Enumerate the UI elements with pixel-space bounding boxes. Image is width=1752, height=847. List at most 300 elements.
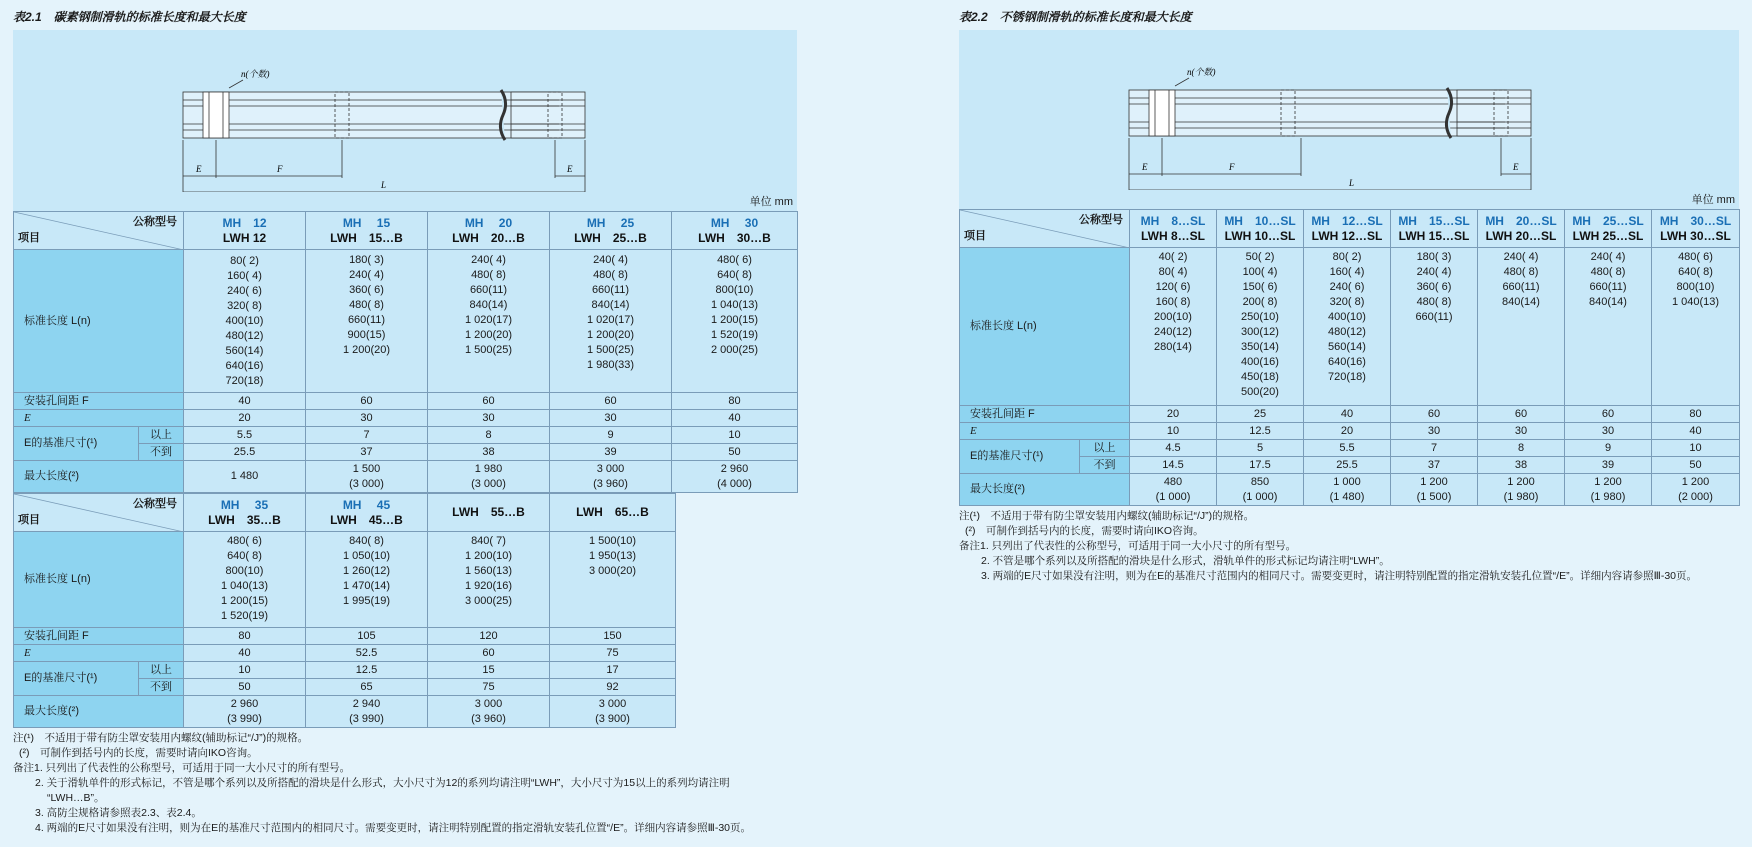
value-line: 840( 8): [349, 535, 384, 547]
value-line: 360( 6): [349, 284, 384, 296]
rail-drawing: [13, 30, 797, 192]
row-label-E-ref: E的基准尺寸(¹): [14, 427, 139, 461]
below-cell: 37: [1391, 457, 1478, 474]
value-line: 840(14): [591, 299, 630, 311]
dim-F: F: [277, 164, 283, 174]
value-line: 1 200(15): [710, 314, 759, 326]
F-cell: 120: [428, 628, 550, 645]
above-cell: 10: [184, 662, 306, 679]
above-cell: 10: [1652, 440, 1740, 457]
std-length-cell: [1217, 248, 1304, 406]
value-line: 480(12): [225, 329, 264, 342]
value-line: (1 980): [1503, 490, 1539, 503]
value-line: 1 200: [1681, 475, 1710, 488]
below-cell: 38: [1478, 457, 1565, 474]
value-line: 640( 8): [1678, 266, 1713, 278]
row-label-E: E: [960, 423, 1130, 440]
value-line: 640( 8): [717, 269, 752, 281]
value-line: 720(18): [225, 374, 264, 387]
value-line: 1 200(10): [464, 550, 513, 562]
model-col: MH 30 LWH 30…B: [672, 212, 798, 250]
above-cell: 5.5: [184, 427, 306, 444]
left-panel: [13, 0, 797, 836]
model-col: MH 20…SL LWH 20…SL: [1478, 210, 1565, 248]
row-label-below: 不到: [139, 679, 184, 696]
below-cell: 14.5: [1130, 457, 1217, 474]
std-length-cell: [1130, 248, 1217, 406]
std-length-cell: [1565, 248, 1652, 406]
value-line: 240( 4): [593, 254, 628, 266]
row-label-std-length: 标准长度 L(n): [14, 250, 184, 393]
value-line: 1 520(19): [710, 329, 759, 341]
value-line: 120( 6): [1155, 281, 1191, 293]
above-cell: 9: [550, 427, 672, 444]
model-col: MH 30…SL LWH 30…SL: [1652, 210, 1740, 248]
std-length-cell: [428, 250, 550, 393]
F-cell: 60: [428, 393, 550, 410]
max-cell: [1652, 474, 1740, 506]
value-line: 1 020(17): [586, 314, 635, 326]
value-line: 160( 4): [1329, 266, 1365, 278]
row-label-max: 最大长度(²): [14, 696, 184, 728]
dim-E-left: E: [196, 164, 202, 174]
value-line: 1 995(19): [342, 595, 391, 607]
dim-L: L: [1349, 178, 1355, 188]
value-line: 3 000: [598, 697, 627, 710]
value-line: 1 920(16): [464, 580, 513, 592]
above-cell: 12.5: [306, 662, 428, 679]
value-line: 720(18): [1328, 371, 1366, 383]
note-line: 备注1. 只列出了代表性的公称型号，可适用于同一大小尺寸的所有型号。: [13, 762, 351, 774]
value-line: 1 500(25): [464, 344, 513, 356]
value-line: 1 200(20): [586, 329, 635, 341]
row-label-F: 安装孔间距 F: [960, 406, 1130, 423]
right-panel: [959, 0, 1739, 584]
max-cell: [550, 461, 672, 493]
F-cell: 80: [184, 628, 306, 645]
row-label-below: 不到: [139, 444, 184, 461]
unit-label: 单位 mm: [959, 190, 1739, 209]
value-line: 240( 4): [1416, 266, 1452, 278]
note-line: 备注1. 只列出了代表性的公称型号，可适用于同一大小尺寸的所有型号。: [959, 540, 1297, 552]
above-cell: 5.5: [1304, 440, 1391, 457]
value-line: 320( 8): [227, 299, 262, 312]
below-cell: 50: [672, 444, 798, 461]
above-cell: 7: [1391, 440, 1478, 457]
value-line: 1 500: [352, 462, 381, 475]
E-cell: 30: [428, 410, 550, 427]
n-count-label: n(个数): [241, 69, 270, 79]
value-line: 640(16): [1328, 356, 1366, 368]
std-length-cell: [1391, 248, 1478, 406]
value-line: 1 200(15): [220, 595, 269, 607]
value-line: 240( 6): [1329, 281, 1365, 293]
value-line: 640( 8): [227, 550, 262, 562]
n-count-label: n(个数): [1187, 67, 1216, 77]
value-line: 480( 8): [1590, 266, 1626, 278]
below-cell: 17.5: [1217, 457, 1304, 474]
header-corner: [960, 210, 1130, 248]
dim-E-right: E: [1513, 162, 1519, 172]
std-length-cell: [428, 532, 550, 628]
value-line: 1 200(20): [464, 329, 513, 341]
E-cell: 30: [1478, 423, 1565, 440]
value-line: (3 960): [593, 477, 628, 490]
std-length-cell: [184, 250, 306, 393]
max-cell: [306, 696, 428, 728]
value-line: (1 980): [1590, 490, 1626, 503]
value-line: 480( 6): [1678, 251, 1713, 263]
value-line: 1 950(13): [588, 550, 637, 562]
below-cell: 65: [306, 679, 428, 696]
value-line: 560(14): [1328, 341, 1366, 353]
value-line: (4 000): [717, 477, 752, 490]
F-cell: 40: [184, 393, 306, 410]
max-cell: [428, 696, 550, 728]
note-line: 2. 不管是哪个系列以及所搭配的滑块是什么形式，滑轨单件的形式标记均请注明“LWH”。: [981, 555, 1390, 567]
dim-L: L: [381, 180, 387, 190]
model-col: MH 45 LWH 45…B: [306, 494, 428, 532]
note-line: 2. 关于滑轨单件的形式标记，不管是哪个系列以及所搭配的滑块是什么形式，大小尺寸为12的系列均请注明“LWH”，大小尺寸为15以上的系列均请注明: [35, 777, 730, 789]
value-line: 900(15): [347, 329, 386, 341]
value-line: 160( 4): [227, 269, 262, 282]
model-col: MH 8…SL LWH 8…SL: [1130, 210, 1217, 248]
E-cell: 60: [428, 645, 550, 662]
value-line: 240( 4): [1503, 251, 1539, 263]
row-label-max: 最大长度(²): [14, 461, 184, 493]
table-2-2-title: 表2.2 不锈钢制滑轨的标准长度和最大长度: [959, 10, 1192, 24]
value-line: 1 980(33): [586, 359, 635, 371]
value-line: 1 200: [1594, 475, 1622, 488]
value-line: 400(10): [1328, 311, 1366, 323]
value-line: 480: [1163, 475, 1183, 488]
F-cell: 60: [1391, 406, 1478, 423]
F-cell: 80: [1652, 406, 1740, 423]
E-cell: 30: [1565, 423, 1652, 440]
below-cell: 50: [1652, 457, 1740, 474]
spec-table-1: [13, 211, 798, 493]
value-line: 480( 8): [471, 269, 506, 281]
value-line: 100( 4): [1242, 266, 1278, 278]
below-cell: 39: [550, 444, 672, 461]
value-line: 660(11): [591, 284, 630, 296]
max-cell: [1391, 474, 1478, 506]
value-line: 1 000: [1333, 475, 1361, 488]
std-length-cell: [306, 532, 428, 628]
value-line: 660(11): [1589, 281, 1627, 293]
below-cell: 25.5: [184, 444, 306, 461]
unit-label: 单位 mm: [13, 192, 797, 211]
below-cell: 92: [550, 679, 676, 696]
model-col: MH 25…SL LWH 25…SL: [1565, 210, 1652, 248]
above-cell: 17: [550, 662, 676, 679]
value-line: 180( 3): [1416, 251, 1452, 263]
value-line: (3 900): [595, 712, 630, 725]
note-line: 3. 两端的E尺寸如果没有注明，则为在E的基准尺寸范围内的相同尺寸。需要变更时，请注明特别配置的指定滑轨安装孔位置“/E”。详细内容请参照Ⅲ-30页。: [981, 570, 1698, 582]
row-label-above: 以上: [1080, 440, 1130, 457]
value-line: 840(14): [1589, 296, 1627, 308]
value-line: 480( 8): [1416, 296, 1452, 308]
row-label-above: 以上: [139, 427, 184, 444]
above-cell: 9: [1565, 440, 1652, 457]
max-cell: [184, 461, 306, 493]
value-line: 360( 6): [1416, 281, 1452, 293]
row-label-F: 安装孔间距 F: [14, 628, 184, 645]
above-cell: 5: [1217, 440, 1304, 457]
F-cell: 150: [550, 628, 676, 645]
max-cell: [1304, 474, 1391, 506]
value-line: (3 990): [227, 712, 262, 725]
item-label: 项目: [18, 232, 40, 244]
std-length-cell: [550, 532, 676, 628]
value-line: 800(10): [1676, 281, 1715, 293]
value-line: 1 200: [1420, 475, 1448, 488]
value-line: (1 500): [1416, 490, 1452, 503]
above-cell: 10: [672, 427, 798, 444]
std-length-cell: [1652, 248, 1740, 406]
note-line: “LWH…B”。: [47, 792, 105, 804]
value-line: 840(14): [469, 299, 508, 311]
value-line: 480( 8): [593, 269, 628, 281]
value-line: 660(11): [469, 284, 508, 296]
value-line: (1 000): [1155, 490, 1191, 503]
E-cell: 10: [1130, 423, 1217, 440]
F-cell: 105: [306, 628, 428, 645]
row-label-max: 最大长度(²): [960, 474, 1130, 506]
model-col: LWH 65…B: [550, 494, 676, 532]
row-label-F: 安装孔间距 F: [14, 393, 184, 410]
note-line: (²) 可制作到括号内的长度，需要时请向IKO咨询。: [19, 747, 258, 759]
note-line: 注(¹) 不适用于带有防尘罩安装用内螺纹(辅助标记“/J”)的规格。: [959, 510, 1255, 522]
value-line: 500(20): [1241, 386, 1279, 398]
value-line: 400(10): [225, 314, 264, 327]
value-line: 200(10): [1154, 311, 1192, 323]
above-cell: 7: [306, 427, 428, 444]
value-line: (1 480): [1329, 490, 1365, 503]
value-line: (3 960): [471, 712, 506, 725]
E-cell: 75: [550, 645, 676, 662]
model-col: MH 15…SL LWH 15…SL: [1391, 210, 1478, 248]
value-line: 800(10): [715, 284, 754, 296]
max-cell: [306, 461, 428, 493]
item-label: 项目: [18, 514, 40, 526]
value-line: 150( 6): [1242, 281, 1278, 293]
value-line: 660(11): [1415, 311, 1453, 323]
std-length-cell: [550, 250, 672, 393]
value-line: 240( 4): [471, 254, 506, 266]
value-line: 1 480: [230, 470, 259, 482]
value-line: 1 520(19): [220, 610, 269, 622]
value-line: (2 000): [1678, 490, 1713, 503]
F-cell: 80: [672, 393, 798, 410]
value-line: (3 000): [349, 477, 384, 490]
dim-F: F: [1229, 162, 1235, 172]
model-label: 公称型号: [133, 498, 177, 510]
value-line: 1 470(14): [342, 580, 391, 592]
above-cell: 8: [1478, 440, 1565, 457]
model-col: MH 25 LWH 25…B: [550, 212, 672, 250]
E-cell: 30: [550, 410, 672, 427]
value-line: 640(16): [225, 359, 264, 372]
value-line: 240( 4): [1590, 251, 1626, 263]
value-line: 320( 8): [1329, 296, 1365, 308]
value-line: 50( 2): [1245, 251, 1275, 263]
E-cell: 40: [184, 645, 306, 662]
value-line: 180( 3): [349, 254, 384, 266]
F-cell: 60: [1478, 406, 1565, 423]
value-line: 840(14): [1502, 296, 1540, 308]
value-line: 80( 2): [1332, 251, 1362, 263]
value-line: 240(12): [1154, 326, 1192, 338]
value-line: 660(11): [347, 314, 386, 326]
std-length-cell: [1478, 248, 1565, 406]
E-cell: 40: [1652, 423, 1740, 440]
rail-diagram: [13, 30, 797, 192]
E-cell: 30: [1391, 423, 1478, 440]
value-line: 1 040(13): [710, 299, 759, 311]
max-cell: [428, 461, 550, 493]
std-length-cell: [1304, 248, 1391, 406]
spec-table-3: [959, 209, 1740, 506]
value-line: 80( 2): [230, 254, 259, 267]
value-line: 2 960: [720, 462, 749, 475]
model-col: MH 10…SL LWH 10…SL: [1217, 210, 1304, 248]
max-cell: [672, 461, 798, 493]
E-cell: 12.5: [1217, 423, 1304, 440]
value-line: 80( 4): [1158, 266, 1188, 278]
E-cell: 20: [1304, 423, 1391, 440]
value-line: 350(14): [1241, 341, 1279, 353]
value-line: 3 000: [596, 462, 625, 475]
above-cell: 15: [428, 662, 550, 679]
max-cell: [1478, 474, 1565, 506]
F-cell: 60: [550, 393, 672, 410]
row-label-E-ref: E的基准尺寸(¹): [960, 440, 1080, 474]
value-line: 1 560(13): [464, 565, 513, 577]
value-line: 300(12): [1241, 326, 1279, 338]
value-line: 2 000(25): [710, 344, 759, 356]
note-line: (²) 可制作到括号内的长度，需要时请向IKO咨询。: [965, 525, 1204, 537]
value-line: 1 200(20): [342, 344, 391, 356]
row-label-std-length: 标准长度 L(n): [14, 532, 184, 628]
model-col: MH 12 LWH 12: [184, 212, 306, 250]
row-label-E: E: [14, 410, 184, 427]
max-cell: [1130, 474, 1217, 506]
value-line: (3 990): [349, 712, 384, 725]
value-line: 1 980: [474, 462, 503, 475]
value-line: 1 040(13): [1671, 296, 1720, 308]
value-line: 1 260(12): [342, 565, 391, 577]
table-2-1-title: 表2.1 碳素钢制滑轨的标准长度和最大长度: [13, 10, 246, 24]
rail-drawing: [959, 30, 1739, 190]
value-line: 2 960: [230, 697, 259, 710]
rail-diagram: [959, 30, 1739, 190]
E-cell: 52.5: [306, 645, 428, 662]
header-corner: [14, 494, 184, 532]
value-line: 480( 6): [227, 535, 262, 547]
value-line: 480(12): [1328, 326, 1366, 338]
max-cell: [1565, 474, 1652, 506]
std-length-cell: [306, 250, 428, 393]
value-line: 200( 8): [1242, 296, 1278, 308]
below-cell: 38: [428, 444, 550, 461]
F-cell: 25: [1217, 406, 1304, 423]
F-cell: 60: [306, 393, 428, 410]
row-label-above: 以上: [139, 662, 184, 679]
value-line: 2 940: [352, 697, 381, 710]
value-line: 160( 8): [1155, 296, 1191, 308]
model-label: 公称型号: [1079, 214, 1123, 226]
below-cell: 39: [1565, 457, 1652, 474]
F-cell: 40: [1304, 406, 1391, 423]
max-cell: [184, 696, 306, 728]
row-label-std-length: 标准长度 L(n): [960, 248, 1130, 406]
note-line: 4. 两端的E尺寸如果没有注明，则为在E的基准尺寸范围内的相同尺寸。需要变更时，请注明特别配置的指定滑轨安装孔位置“/E”。详细内容请参照Ⅲ-30页。: [35, 822, 752, 834]
value-line: 1 050(10): [342, 550, 391, 562]
above-cell: 8: [428, 427, 550, 444]
value-line: 800(10): [225, 565, 264, 577]
row-label-E-ref: E的基准尺寸(¹): [14, 662, 139, 696]
std-length-cell: [672, 250, 798, 393]
row-label-below: 不到: [1080, 457, 1130, 474]
value-line: (1 000): [1242, 490, 1278, 503]
header-corner: [14, 212, 184, 250]
notes-right: [959, 509, 1739, 584]
value-line: 1 500(25): [586, 344, 635, 356]
model-col: LWH 55…B: [428, 494, 550, 532]
E-cell: 30: [306, 410, 428, 427]
below-cell: 50: [184, 679, 306, 696]
dim-E-right: E: [567, 164, 573, 174]
value-line: 250(10): [1241, 311, 1279, 323]
value-line: 1 040(13): [220, 580, 269, 592]
value-line: 480( 8): [1503, 266, 1539, 278]
value-line: 1 020(17): [464, 314, 513, 326]
notes-left: [13, 731, 797, 836]
note-line: 注(¹) 不适用于带有防尘罩安装用内螺纹(辅助标记“/J”)的规格。: [13, 732, 309, 744]
value-line: (3 000): [471, 477, 506, 490]
value-line: 1 500(10): [588, 535, 637, 547]
value-line: 1 200: [1507, 475, 1535, 488]
row-label-E: E: [14, 645, 184, 662]
value-line: 560(14): [225, 344, 264, 357]
value-line: 280(14): [1154, 341, 1192, 353]
below-cell: 37: [306, 444, 428, 461]
value-line: 850: [1250, 475, 1270, 488]
value-line: 3 000(25): [464, 595, 513, 607]
value-line: 660(11): [1502, 281, 1540, 293]
F-cell: 60: [1565, 406, 1652, 423]
model-col: MH 35 LWH 35…B: [184, 494, 306, 532]
value-line: 240( 6): [227, 284, 262, 297]
model-label: 公称型号: [133, 216, 177, 228]
below-cell: 75: [428, 679, 550, 696]
value-line: 450(18): [1241, 371, 1279, 383]
dim-E-left: E: [1142, 162, 1148, 172]
value-line: 3 000(20): [588, 565, 637, 577]
std-length-cell: [184, 532, 306, 628]
max-cell: [550, 696, 676, 728]
item-label: 项目: [964, 230, 986, 242]
E-cell: 40: [672, 410, 798, 427]
value-line: 480( 6): [717, 254, 752, 266]
value-line: 400(16): [1241, 356, 1279, 368]
value-line: 240( 4): [349, 269, 384, 281]
F-cell: 20: [1130, 406, 1217, 423]
spec-table-2: [13, 493, 676, 728]
value-line: 840( 7): [471, 535, 506, 547]
note-line: 3. 高防尘规格请参照表2.3、表2.4。: [35, 807, 202, 819]
